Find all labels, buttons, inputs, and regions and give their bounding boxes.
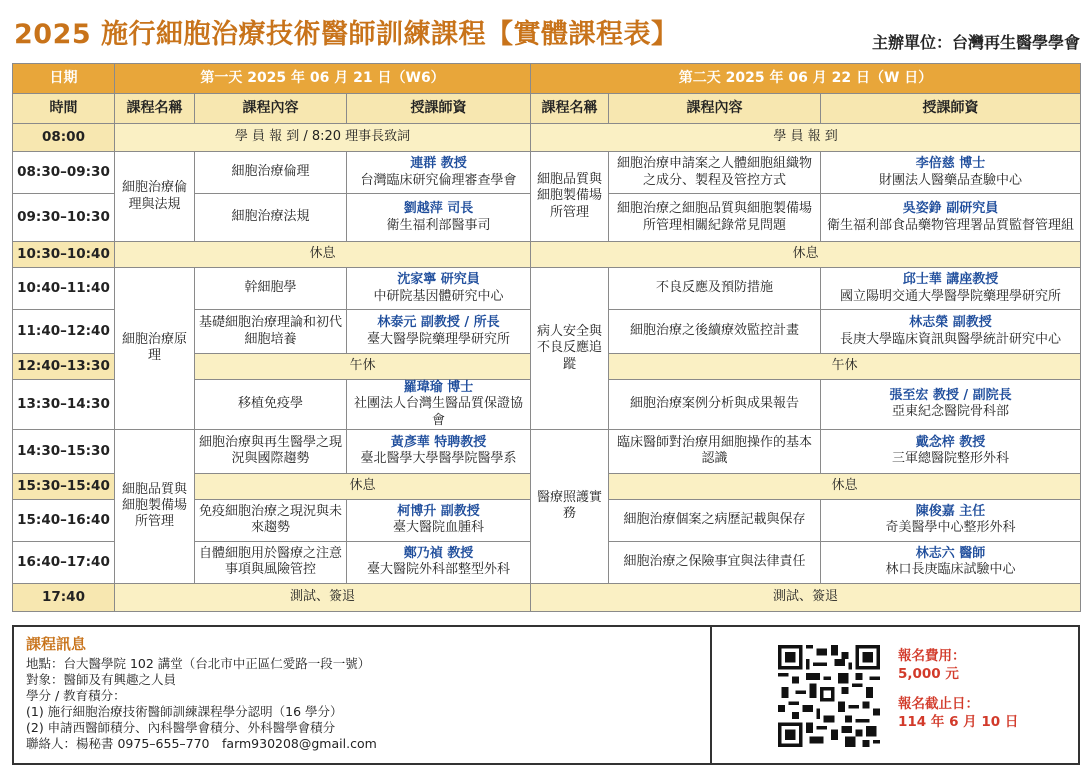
d1-col-teacher: 授課師資 <box>347 94 531 124</box>
time-cell: 09:30–10:30 <box>13 194 115 242</box>
teacher-affiliation: 三軍總醫院整形外科 <box>892 451 1010 467</box>
teacher-affiliation: 亞東紀念醫院骨科部 <box>892 404 1010 420</box>
teacher-name: 劉越萍 司長 <box>403 201 474 217</box>
time-cell: 15:40–16:40 <box>13 499 115 541</box>
teacher-name: 林泰元 副教授 / 所長 <box>377 315 500 331</box>
teacher-cell <box>821 499 1081 541</box>
time-cell: 13:30–14:30 <box>13 380 115 430</box>
teacher-cell <box>347 268 531 310</box>
teacher-cell <box>821 152 1081 194</box>
day2-label: 第二天 2025 年 06 月 22 日（W 日） <box>531 64 1081 94</box>
teacher-affiliation: 財團法人醫藥品查驗中心 <box>879 172 1023 188</box>
date-label: 日期 <box>13 64 115 94</box>
d1-lunch-cell: 午休 <box>195 354 531 380</box>
content-cell: 免疫細胞治療之現況與未來趨勢 <box>195 499 347 541</box>
content-cell: 幹細胞學 <box>195 268 347 310</box>
content-cell: 細胞治療倫理 <box>195 152 347 194</box>
teacher-name: 連群 教授 <box>410 156 467 172</box>
content-cell: 細胞治療之細胞品質與細胞製備場所管理相關紀錄常見問題 <box>609 194 821 242</box>
course-group: 細胞品質與細胞製備場所管理 <box>115 429 195 583</box>
content-cell: 細胞治療與再生醫學之現況與國際趨勢 <box>195 429 347 473</box>
day1-label: 第一天 2025 年 06 月 21 日（W6） <box>115 64 531 94</box>
content-cell: 基礎細胞治療理論和初代細胞培養 <box>195 310 347 354</box>
content-cell: 臨床醫師對治療用細胞操作的基本認識 <box>609 429 821 473</box>
d2-col-teacher: 授課師資 <box>821 94 1081 124</box>
teacher-affiliation: 林口長庚臨床試驗中心 <box>885 562 1016 578</box>
fee-label: 報名費用： <box>898 648 966 664</box>
course-group: 醫療照護實務 <box>531 429 609 583</box>
content-cell: 細胞治療法規 <box>195 194 347 242</box>
d1-col-course: 課程名稱 <box>115 94 195 124</box>
d2-break-cell: 休息 <box>531 242 1081 268</box>
course-group: 細胞品質與細胞製備場所管理 <box>531 152 609 242</box>
time-cell: 10:30–10:40 <box>13 242 115 268</box>
teacher-name: 黃彥華 特聘教授 <box>390 435 487 450</box>
teacher-affiliation: 臺北醫學大學醫學院醫學系 <box>360 451 517 467</box>
d1-col-content: 課程內容 <box>195 94 347 124</box>
table-row <box>13 152 1081 194</box>
teacher-affiliation: 臺大醫學院藥理學研究所 <box>367 331 511 347</box>
column-header-row <box>13 94 1081 124</box>
registration-info <box>898 647 1018 731</box>
day-header-row <box>13 64 1081 94</box>
course-group: 病人安全與不良反應追蹤 <box>531 268 609 430</box>
teacher-name: 林志六 醫師 <box>915 546 986 561</box>
teacher-name: 沈家寧 研究員 <box>397 272 480 288</box>
time-cell: 08:00 <box>13 124 115 152</box>
deadline-value: 114 年 6 月 10 日 <box>898 714 1019 730</box>
teacher-cell <box>347 310 531 354</box>
course-info <box>14 627 712 763</box>
teacher-name: 邱士華 講座教授 <box>902 272 999 288</box>
teacher-cell <box>821 541 1081 583</box>
teacher-affiliation: 臺大醫院血腫科 <box>393 520 485 536</box>
table-row <box>13 124 1081 152</box>
content-cell: 細胞治療個案之病歷記載與保存 <box>609 499 821 541</box>
teacher-cell <box>347 541 531 583</box>
qr-code-icon[interactable] <box>778 645 880 747</box>
time-cell: 15:30–15:40 <box>13 473 115 499</box>
teacher-affiliation: 奇美醫學中心整形外科 <box>885 520 1016 536</box>
d2-session-cell: 學 員 報 到 <box>531 124 1081 152</box>
table-row <box>13 242 1081 268</box>
organizer: 主辦單位：台灣再生醫學學會 <box>871 33 1080 52</box>
time-cell: 11:40–12:40 <box>13 310 115 354</box>
teacher-affiliation: 臺大醫院外科部整型外科 <box>367 562 511 578</box>
teacher-name: 吳姿錚 副研究員 <box>902 201 999 217</box>
content-cell: 細胞治療之保險事宜與法律責任 <box>609 541 821 583</box>
time-cell: 10:40–11:40 <box>13 268 115 310</box>
teacher-affiliation: 長庚大學臨床資訊與醫學統計研究中心 <box>840 331 1062 347</box>
teacher-cell <box>347 380 531 430</box>
teacher-cell <box>347 152 531 194</box>
content-cell: 不良反應及預防措施 <box>609 268 821 310</box>
d2-checkout-cell: 測試、簽退 <box>531 583 1081 611</box>
teacher-name: 柯博升 副教授 <box>397 504 480 519</box>
info-audience: 對象：醫師及有興趣之人員 <box>26 672 177 687</box>
teacher-cell <box>821 268 1081 310</box>
teacher-affiliation: 台灣臨床研究倫理審查學會 <box>360 172 517 188</box>
teacher-cell <box>347 194 531 242</box>
teacher-cell <box>821 380 1081 430</box>
d2-lunch-cell: 午休 <box>609 354 1081 380</box>
time-cell: 17:40 <box>13 583 115 611</box>
col-time: 時間 <box>13 94 115 124</box>
info-location: 地點：台大醫學院 102 講堂（台北市中正區仁愛路一段一號） <box>26 656 371 671</box>
course-group: 細胞治療原理 <box>115 268 195 430</box>
course-group: 細胞治療倫理與法規 <box>115 152 195 242</box>
table-row <box>13 268 1081 310</box>
teacher-name: 鄭乃禎 教授 <box>403 546 474 561</box>
page-header <box>14 8 1084 56</box>
info-credits-2: (2) 申請西醫師積分、內科醫學會積分、外科醫學會積分 <box>26 720 336 735</box>
deadline-label: 報名截止日： <box>898 696 979 712</box>
d1-break-cell: 休息 <box>195 473 531 499</box>
content-cell: 自體細胞用於醫療之注意事項與風險管控 <box>195 541 347 583</box>
course-info-title: 課程訊息 <box>26 635 87 653</box>
time-cell: 14:30–15:30 <box>13 429 115 473</box>
d2-col-content: 課程內容 <box>609 94 821 124</box>
teacher-name: 羅瑋瑜 博士 <box>403 380 474 395</box>
teacher-affiliation: 國立陽明交通大學醫學院藥理學研究所 <box>840 288 1062 304</box>
d2-break-cell: 休息 <box>609 473 1081 499</box>
teacher-name: 李倍慈 博士 <box>915 156 986 172</box>
d1-checkout-cell: 測試、簽退 <box>115 583 531 611</box>
table-row <box>13 583 1081 611</box>
time-cell: 12:40–13:30 <box>13 354 115 380</box>
teacher-affiliation: 社團法人台灣生醫品質保證協會 <box>354 396 524 428</box>
page-title: 2025 施行細胞治療技術醫師訓練課程【實體課程表】 <box>14 19 679 50</box>
teacher-name: 戴念梓 教授 <box>915 435 986 450</box>
time-cell: 08:30–09:30 <box>13 152 115 194</box>
teacher-affiliation: 中研院基因體研究中心 <box>373 288 504 304</box>
teacher-cell <box>347 429 531 473</box>
info-credits-label: 學分 / 教育積分： <box>26 688 126 703</box>
teacher-affiliation: 衛生福利部食品藥物管理署品質監督管理組 <box>827 217 1075 233</box>
fee-value: 5,000 元 <box>898 666 959 682</box>
time-cell: 16:40–17:40 <box>13 541 115 583</box>
content-cell: 細胞治療申請案之人體細胞組織物之成分、製程及管控方式 <box>609 152 821 194</box>
info-contact: 聯絡人：楊秘書 0975–655–770 farm930208@gmail.com <box>26 736 377 751</box>
teacher-cell <box>821 194 1081 242</box>
footer-panel <box>12 625 1080 765</box>
d2-col-course: 課程名稱 <box>531 94 609 124</box>
teacher-name: 陳俊嘉 主任 <box>915 504 986 519</box>
d1-session-cell: 學 員 報 到 / 8:20 理事長致詞 <box>115 124 531 152</box>
table-row <box>13 429 1081 473</box>
info-credits-1: (1) 施行細胞治療技術醫師訓練課程學分認明（16 學分） <box>26 704 343 719</box>
content-cell: 細胞治療案例分析與成果報告 <box>609 380 821 430</box>
teacher-name: 林志榮 副教授 <box>909 315 992 331</box>
content-cell: 細胞治療之後續療效監控計畫 <box>609 310 821 354</box>
content-cell: 移植免疫學 <box>195 380 347 430</box>
schedule-table <box>12 63 1081 612</box>
teacher-affiliation: 衛生福利部醫事司 <box>386 217 491 233</box>
teacher-cell <box>821 429 1081 473</box>
teacher-cell <box>821 310 1081 354</box>
d1-break-cell: 休息 <box>115 242 531 268</box>
teacher-name: 張至宏 教授 / 副院長 <box>889 388 1012 404</box>
teacher-cell <box>347 499 531 541</box>
registration-panel <box>714 627 1078 763</box>
